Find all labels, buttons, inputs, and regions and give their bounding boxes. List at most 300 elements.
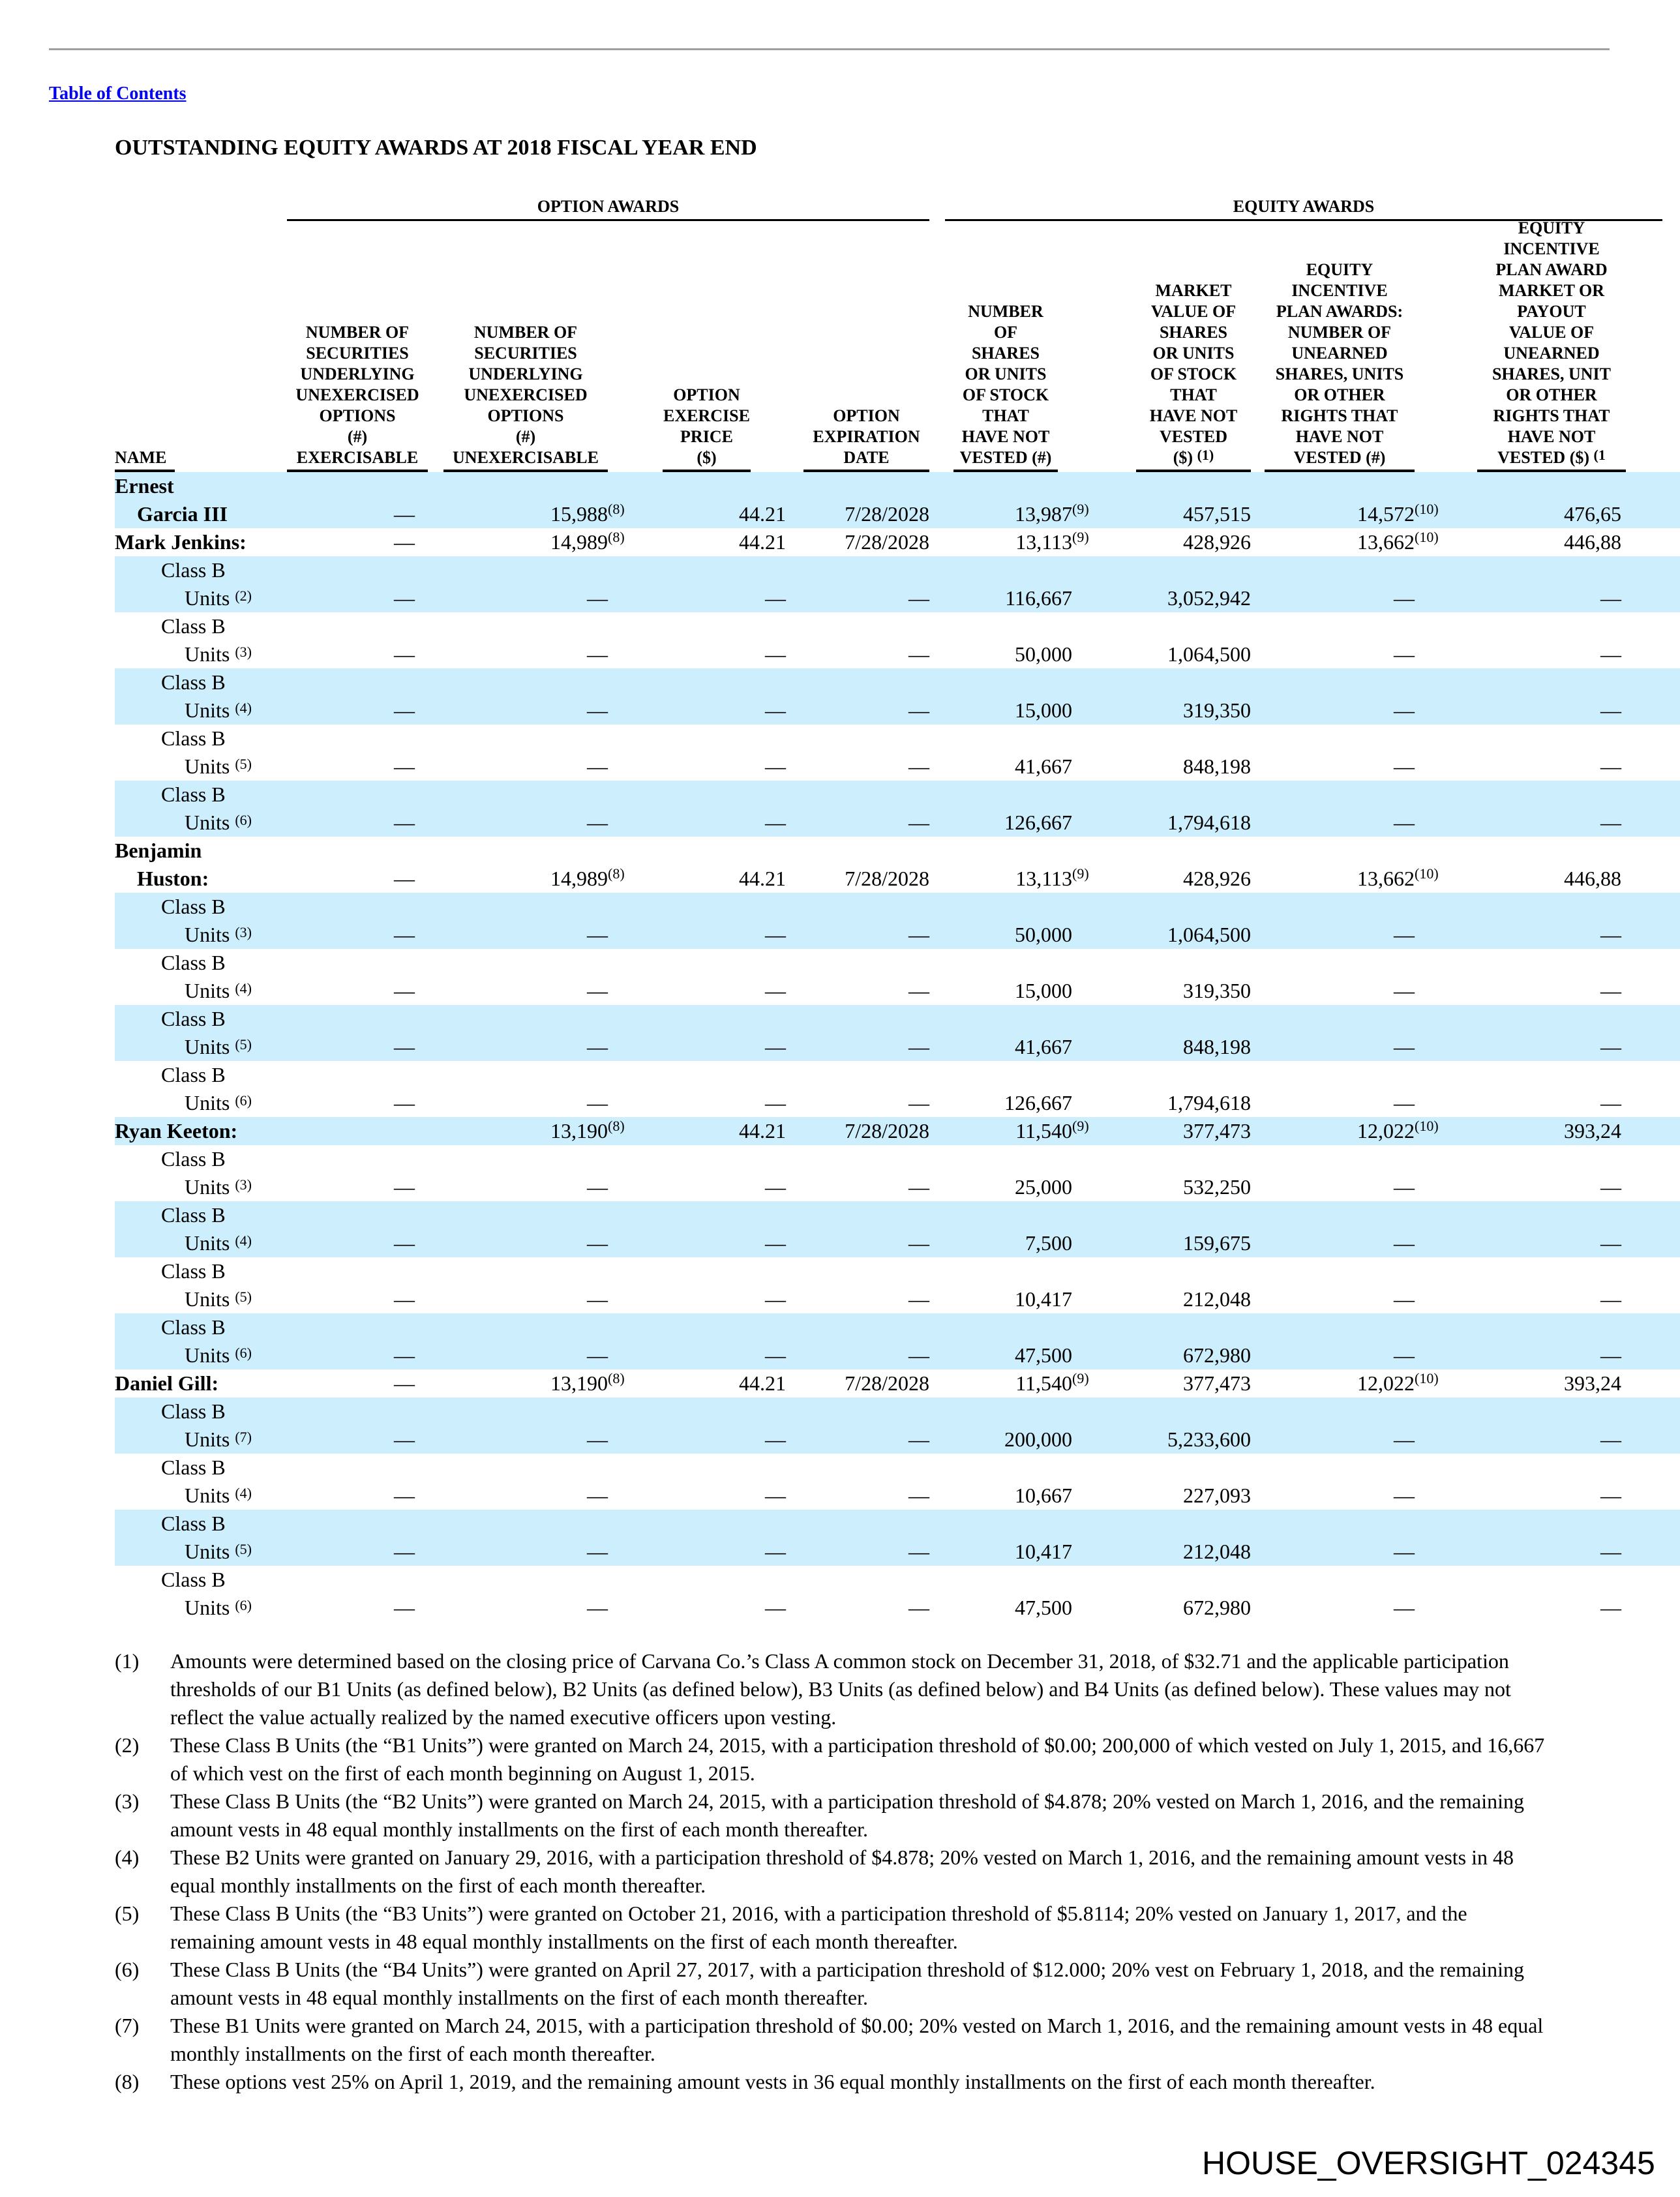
row-name-line: Units bbox=[185, 1091, 230, 1114]
footnote-ref: (9) bbox=[1072, 529, 1089, 545]
cell-col-8: 446,88 bbox=[1564, 867, 1621, 890]
column-header-label: NUMBER OF SHARES OR UNITS OF STOCK THAT HAVE NOT VESTED (#) bbox=[959, 302, 1052, 467]
row-name bbox=[115, 1257, 252, 1313]
row-name-line: Units bbox=[185, 979, 230, 1002]
cell-col-4: — bbox=[908, 923, 929, 946]
cell-col-8: — bbox=[1600, 1343, 1621, 1367]
cell-col-2: — bbox=[587, 1035, 608, 1058]
footnote bbox=[115, 1956, 1563, 2012]
footnote-text: These options vest 25% on April 1, 2019, and the remaining amount vests in 36 equal monthly installments on the first of each month thereafter. bbox=[170, 2070, 1375, 2093]
cell-col-5: 41,667 bbox=[1015, 755, 1072, 778]
cell-col-1: — bbox=[394, 1427, 415, 1451]
table-row bbox=[115, 725, 1680, 781]
row-name-line: Garcia III bbox=[137, 502, 228, 526]
cell-col-5: 13,113 bbox=[1015, 867, 1072, 890]
cell-col-8: 393,24 bbox=[1564, 1119, 1621, 1143]
cell-col-1: — bbox=[394, 923, 415, 946]
cell-col-6: 848,198 bbox=[1183, 1035, 1251, 1058]
cell-col-7: — bbox=[1394, 1091, 1415, 1114]
cell-col-7: — bbox=[1394, 1287, 1415, 1311]
footnote-number: (2) bbox=[115, 1733, 140, 1757]
footnote-text: These B2 Units were granted on January 29, 2016, with a participation threshold of $4.878; 20% vested on March 1, 2016, and the remaining amount vests in 48 equal monthly installments on the first of each month thereafter. bbox=[170, 1846, 1514, 1897]
cell-col-4: 7/28/2028 bbox=[845, 502, 929, 526]
cell-col-6: 159,675 bbox=[1183, 1231, 1251, 1255]
cell-col-1: — bbox=[394, 1231, 415, 1255]
column-header-label: EQUITY INCENTIVE PLAN AWARD MARKET OR PAYOUT VALUE OF UNEARNED SHARES, UNIT OR OTHER RIGHTS THAT HAVE NOT VESTED ($) bbox=[1492, 218, 1612, 467]
footnote-ref: (5) bbox=[235, 756, 252, 772]
row-name bbox=[115, 1313, 252, 1369]
cell-col-1: — bbox=[394, 1596, 415, 1619]
cell-col-7: — bbox=[1394, 923, 1415, 946]
row-name-line: Class B bbox=[161, 1259, 226, 1283]
row-name bbox=[115, 1117, 237, 1145]
footnote-text: These Class B Units (the “B4 Units”) were granted on April 27, 2017, with a participation threshold of $12.000; 20% vest on February 1, 2018, and the remaining amount vests in 48 equal monthly installments on the first of each month thereafter. bbox=[170, 1958, 1525, 2009]
cell-col-1: — bbox=[394, 1091, 415, 1114]
cell-col-1: — bbox=[394, 811, 415, 834]
footnote-ref: (9) bbox=[1072, 1118, 1089, 1134]
cell-col-8: — bbox=[1600, 586, 1621, 610]
footnote-ref: (9) bbox=[1072, 501, 1089, 517]
cell-col-5: 126,667 bbox=[1004, 811, 1072, 834]
column-header-label: OPTION EXERCISE PRICE ($) bbox=[663, 385, 750, 467]
footnote-text: These Class B Units (the “B3 Units”) were granted on October 21, 2016, with a participation threshold of $5.8114; 20% vested on January 1, 2017, and the remaining amount vests in 48 equal monthly installments on the first of each month thereafter. bbox=[170, 1902, 1467, 1953]
column-header-8 bbox=[1477, 218, 1626, 472]
cell-col-8: 446,88 bbox=[1564, 530, 1621, 554]
row-name-line: Class B bbox=[161, 1568, 226, 1591]
row-name-line: Huston: bbox=[137, 867, 209, 890]
column-header-label: OPTION EXPIRATION DATE bbox=[813, 406, 920, 467]
cell-col-2: — bbox=[587, 755, 608, 778]
cell-col-1: — bbox=[394, 1175, 415, 1199]
footnote-ref: (10) bbox=[1415, 529, 1439, 545]
footnote-number: (6) bbox=[115, 1958, 140, 1981]
cell-col-4: — bbox=[908, 698, 929, 722]
cell-col-2: — bbox=[587, 1596, 608, 1619]
row-name-line: Ernest bbox=[115, 474, 174, 498]
cell-col-8: — bbox=[1600, 1540, 1621, 1563]
cell-col-1: — bbox=[394, 698, 415, 722]
cell-col-3: — bbox=[765, 1091, 786, 1114]
cell-col-2: 13,190 bbox=[550, 1119, 608, 1143]
cell-col-2: — bbox=[587, 642, 608, 666]
row-name bbox=[115, 1397, 252, 1454]
footnote-text: These Class B Units (the “B2 Units”) were granted on March 24, 2015, with a participation threshold of $4.878; 20% vested on March 1, 2016, and the remaining amount vests in 48 equal monthly installments on the first of each month thereafter. bbox=[170, 1789, 1524, 1841]
cell-col-4: — bbox=[908, 586, 929, 610]
footnote-ref: (6) bbox=[235, 1597, 252, 1613]
table-row bbox=[115, 1510, 1680, 1566]
table-row bbox=[115, 1201, 1680, 1257]
cell-col-6: 319,350 bbox=[1183, 979, 1251, 1002]
cell-col-1: — bbox=[394, 1343, 415, 1367]
cell-col-5: 10,417 bbox=[1015, 1287, 1072, 1311]
cell-col-2: — bbox=[587, 1287, 608, 1311]
cell-col-4: 7/28/2028 bbox=[845, 867, 929, 890]
cell-col-2: — bbox=[587, 1484, 608, 1507]
cell-col-8: — bbox=[1600, 811, 1621, 834]
cell-col-5: 47,500 bbox=[1015, 1343, 1072, 1367]
row-name bbox=[115, 612, 252, 668]
row-name bbox=[115, 1566, 252, 1622]
column-header-0 bbox=[115, 447, 175, 472]
footnote-ref: (6) bbox=[235, 812, 252, 828]
footnote-number: (3) bbox=[115, 1789, 140, 1813]
cell-col-7: 12,022 bbox=[1357, 1119, 1415, 1143]
footnote-number: (7) bbox=[115, 2014, 140, 2037]
cell-col-6: 319,350 bbox=[1183, 698, 1251, 722]
cell-col-8: — bbox=[1600, 755, 1621, 778]
cell-col-7: — bbox=[1394, 1175, 1415, 1199]
cell-col-3: — bbox=[765, 1035, 786, 1058]
table-row bbox=[115, 668, 1680, 725]
cell-col-7: — bbox=[1394, 755, 1415, 778]
cell-col-4: — bbox=[908, 1343, 929, 1367]
cell-col-6: 212,048 bbox=[1183, 1540, 1251, 1563]
row-name-line: Units bbox=[185, 586, 230, 610]
cell-col-5: 126,667 bbox=[1004, 1091, 1072, 1114]
cell-col-1: — bbox=[394, 1484, 415, 1507]
cell-col-4: — bbox=[908, 1427, 929, 1451]
cell-col-7: 13,662 bbox=[1357, 530, 1415, 554]
footnote-ref: (9) bbox=[1072, 1370, 1089, 1386]
row-name-line: Class B bbox=[161, 614, 226, 638]
footnote-ref: (4) bbox=[235, 1233, 252, 1249]
cell-col-8: — bbox=[1600, 698, 1621, 722]
footnote-ref: (10) bbox=[1415, 865, 1439, 882]
cell-col-7: — bbox=[1394, 1035, 1415, 1058]
footnote bbox=[115, 1647, 1563, 1731]
cell-col-4: — bbox=[908, 1596, 929, 1619]
footnote-text: Amounts were determined based on the closing price of Carvana Co.’s Class A common stock on December 31, 2018, of $32.71 and the applicable participation thresholds of our B1 Units (as defined below), B2 Units (as defined below), B3 Units (as defined below) and B4 Units (as defined below). These values may not reflect the value actually realized by the named executive officers upon vesting. bbox=[170, 1649, 1511, 1729]
row-name-line: Units bbox=[185, 698, 230, 722]
footnote-text: These B1 Units were granted on March 24, 2015, with a participation threshold of $0.00; 20% vested on March 1, 2016, and the remaining amount vests in 48 equal monthly installments on the first of each month thereafter. bbox=[170, 2014, 1544, 2065]
cell-col-8: 393,24 bbox=[1564, 1371, 1621, 1395]
table-row bbox=[115, 1117, 1680, 1145]
table-row bbox=[115, 556, 1680, 612]
cell-col-6: 672,980 bbox=[1183, 1596, 1251, 1619]
cell-col-1: — bbox=[394, 530, 415, 554]
footnote bbox=[115, 1900, 1563, 1956]
footnote-number: (4) bbox=[115, 1846, 140, 1869]
row-name-line: Units bbox=[185, 923, 230, 946]
footnote-ref: (5) bbox=[235, 1289, 252, 1305]
row-name-line: Units bbox=[185, 1343, 230, 1367]
cell-col-3: — bbox=[765, 923, 786, 946]
row-name bbox=[115, 781, 252, 837]
column-header-label: NAME bbox=[115, 448, 167, 467]
cell-col-4: — bbox=[908, 1287, 929, 1311]
cell-col-4: — bbox=[908, 1035, 929, 1058]
table-row bbox=[115, 949, 1680, 1005]
row-name-line: Units bbox=[185, 811, 230, 834]
column-header-4 bbox=[803, 406, 929, 472]
cell-col-4: — bbox=[908, 1091, 929, 1114]
footnote-ref: (9) bbox=[1072, 865, 1089, 882]
row-name-line: Class B bbox=[161, 1512, 226, 1535]
cell-col-2: — bbox=[587, 586, 608, 610]
row-name bbox=[115, 528, 247, 556]
cell-col-6: 5,233,600 bbox=[1167, 1427, 1251, 1451]
cell-col-4: 7/28/2028 bbox=[845, 1119, 929, 1143]
footnote-ref: (5) bbox=[235, 1541, 252, 1557]
row-name bbox=[115, 837, 209, 893]
row-name bbox=[115, 1510, 252, 1566]
row-name-line: Class B bbox=[161, 1399, 226, 1423]
equity-awards-table bbox=[115, 189, 1621, 1624]
cell-col-5: 10,417 bbox=[1015, 1540, 1072, 1563]
table-row bbox=[115, 612, 1680, 668]
table-row bbox=[115, 1061, 1680, 1117]
cell-col-3: — bbox=[765, 698, 786, 722]
group-option-awards: OPTION AWARDS bbox=[287, 196, 929, 221]
column-header-2 bbox=[443, 322, 608, 472]
cell-col-6: 1,064,500 bbox=[1167, 642, 1251, 666]
cell-col-1: — bbox=[394, 642, 415, 666]
cell-col-5: 116,667 bbox=[1005, 586, 1072, 610]
table-row bbox=[115, 1369, 1680, 1397]
row-name-line: Class B bbox=[161, 895, 226, 918]
footnote-ref: (8) bbox=[608, 1370, 625, 1386]
cell-col-5: 50,000 bbox=[1015, 923, 1072, 946]
row-name bbox=[115, 668, 252, 725]
cell-col-5: 7,500 bbox=[1025, 1231, 1072, 1255]
row-name-line: Class B bbox=[161, 783, 226, 806]
cell-col-8: — bbox=[1600, 1596, 1621, 1619]
cell-col-3: — bbox=[765, 1287, 786, 1311]
cell-col-7: 13,662 bbox=[1357, 867, 1415, 890]
cell-col-8: — bbox=[1600, 979, 1621, 1002]
row-name-line: Units bbox=[185, 1175, 230, 1199]
cell-col-7: — bbox=[1394, 811, 1415, 834]
cell-col-2: — bbox=[587, 1175, 608, 1199]
row-name-line: Class B bbox=[161, 726, 226, 750]
bates-number: HOUSE_OVERSIGHT_024345 bbox=[1202, 2145, 1655, 2181]
cell-col-7: — bbox=[1394, 1596, 1415, 1619]
cell-col-2: — bbox=[587, 1540, 608, 1563]
row-name-line: Units bbox=[185, 1231, 230, 1255]
cell-col-6: 428,926 bbox=[1183, 867, 1251, 890]
table-row bbox=[115, 528, 1680, 556]
column-header-7 bbox=[1265, 260, 1415, 472]
table-row bbox=[115, 781, 1680, 837]
footnote-ref: (1) bbox=[1197, 447, 1214, 463]
row-name-line: Units bbox=[185, 1427, 230, 1451]
footnote-ref: (4) bbox=[235, 980, 252, 996]
cell-col-4: — bbox=[908, 755, 929, 778]
row-name-line: Class B bbox=[161, 558, 226, 582]
cell-col-5: 47,500 bbox=[1015, 1596, 1072, 1619]
footnote-ref: (10) bbox=[1415, 1370, 1439, 1386]
cell-col-5: 15,000 bbox=[1015, 979, 1072, 1002]
cell-col-6: 1,794,618 bbox=[1167, 1091, 1251, 1114]
column-header-label: MARKET VALUE OF SHARES OR UNITS OF STOCK THAT HAVE NOT VESTED ($) bbox=[1149, 281, 1238, 467]
table-of-contents-link[interactable]: Table of Contents bbox=[49, 83, 187, 104]
cell-col-8: — bbox=[1600, 1091, 1621, 1114]
row-name bbox=[115, 1369, 218, 1397]
table-body bbox=[115, 472, 1680, 1622]
cell-col-3: 44.21 bbox=[739, 1119, 786, 1143]
cell-col-5: 41,667 bbox=[1015, 1035, 1072, 1058]
cell-col-8: — bbox=[1600, 1427, 1621, 1451]
cell-col-3: — bbox=[765, 1231, 786, 1255]
cell-col-7: 14,572 bbox=[1357, 502, 1415, 526]
cell-col-6: 848,198 bbox=[1183, 755, 1251, 778]
cell-col-1: — bbox=[394, 1035, 415, 1058]
cell-col-4: 7/28/2028 bbox=[845, 530, 929, 554]
row-name-line: Ryan Keeton: bbox=[115, 1119, 238, 1143]
footnote-ref: (1 bbox=[1593, 447, 1606, 463]
cell-col-2: 14,989 bbox=[550, 530, 608, 554]
group-equity-awards: EQUITY AWARDS bbox=[945, 196, 1662, 221]
row-name-line: Class B bbox=[161, 1456, 226, 1479]
footnote-ref: (8) bbox=[608, 501, 625, 517]
row-name bbox=[115, 472, 228, 528]
cell-col-1: — bbox=[394, 867, 415, 890]
cell-col-6: 3,052,942 bbox=[1167, 586, 1251, 610]
table-row bbox=[115, 1566, 1680, 1622]
row-name-line: Daniel Gill: bbox=[115, 1371, 219, 1395]
row-name bbox=[115, 725, 252, 781]
footnote-ref: (3) bbox=[235, 924, 252, 940]
cell-col-7: — bbox=[1394, 1427, 1415, 1451]
row-name-line: Mark Jenkins: bbox=[115, 530, 247, 554]
row-name-line: Units bbox=[185, 1035, 230, 1058]
column-header-6 bbox=[1136, 280, 1251, 472]
table-row bbox=[115, 1397, 1680, 1454]
row-name-line: Units bbox=[185, 1287, 230, 1311]
row-name-line: Benjamin bbox=[115, 839, 202, 862]
footnote-number: (1) bbox=[115, 1649, 140, 1673]
cell-col-5: 13,113 bbox=[1015, 530, 1072, 554]
cell-col-6: 532,250 bbox=[1183, 1175, 1251, 1199]
cell-col-2: 15,988 bbox=[550, 502, 608, 526]
cell-col-2: — bbox=[587, 698, 608, 722]
cell-col-2: — bbox=[587, 1091, 608, 1114]
cell-col-7: — bbox=[1394, 1343, 1415, 1367]
row-name-line: Units bbox=[185, 1596, 230, 1619]
page-title: OUTSTANDING EQUITY AWARDS AT 2018 FISCAL YEAR END bbox=[115, 136, 757, 160]
row-name bbox=[115, 893, 252, 949]
cell-col-1: — bbox=[394, 1540, 415, 1563]
row-name-line: Class B bbox=[161, 1147, 226, 1171]
row-name bbox=[115, 556, 252, 612]
footnote-ref: (10) bbox=[1415, 1118, 1439, 1134]
cell-col-5: 11,540 bbox=[1015, 1119, 1072, 1143]
footnote-ref: (6) bbox=[235, 1345, 252, 1361]
cell-col-3: — bbox=[765, 979, 786, 1002]
cell-col-8: — bbox=[1600, 1484, 1621, 1507]
footnote-text: These Class B Units (the “B1 Units”) were granted on March 24, 2015, with a participation threshold of $0.00; 200,000 of which vested on July 1, 2015, and 16,667 of which vest on the first of each month beginning on August 1, 2015. bbox=[170, 1733, 1545, 1785]
cell-col-7: — bbox=[1394, 1484, 1415, 1507]
cell-col-3: 44.21 bbox=[739, 530, 786, 554]
cell-col-8: — bbox=[1600, 1035, 1621, 1058]
table-row bbox=[115, 1145, 1680, 1201]
cell-col-8: — bbox=[1600, 1287, 1621, 1311]
footnote-ref: (8) bbox=[608, 865, 625, 882]
cell-col-3: — bbox=[765, 1175, 786, 1199]
column-header-1 bbox=[287, 322, 428, 472]
cell-col-7: — bbox=[1394, 1231, 1415, 1255]
cell-col-1: — bbox=[394, 586, 415, 610]
cell-col-5: 50,000 bbox=[1015, 642, 1072, 666]
footnote-ref: (7) bbox=[235, 1429, 252, 1445]
footnote-ref: (10) bbox=[1415, 501, 1439, 517]
footnote-ref: (3) bbox=[235, 644, 252, 660]
row-name-line: Class B bbox=[161, 1203, 226, 1227]
cell-col-3: — bbox=[765, 1427, 786, 1451]
cell-col-6: 1,794,618 bbox=[1167, 811, 1251, 834]
cell-col-4: — bbox=[908, 1540, 929, 1563]
footnote-ref: (2) bbox=[235, 588, 252, 604]
table-row bbox=[115, 472, 1680, 528]
row-name bbox=[115, 1454, 252, 1510]
cell-col-3: — bbox=[765, 1343, 786, 1367]
cell-col-7: — bbox=[1394, 979, 1415, 1002]
row-name bbox=[115, 1145, 252, 1201]
row-name bbox=[115, 949, 252, 1005]
cell-col-3: — bbox=[765, 642, 786, 666]
footnote-ref: (6) bbox=[235, 1092, 252, 1109]
row-name-line: Class B bbox=[161, 1315, 226, 1339]
footnote-ref: (5) bbox=[235, 1036, 252, 1053]
row-name-line: Class B bbox=[161, 670, 226, 694]
row-name bbox=[115, 1061, 252, 1117]
row-name bbox=[115, 1005, 252, 1061]
cell-col-2: — bbox=[587, 923, 608, 946]
cell-col-6: 212,048 bbox=[1183, 1287, 1251, 1311]
footnote-ref: (8) bbox=[608, 1118, 625, 1134]
cell-col-1: — bbox=[394, 755, 415, 778]
footnote bbox=[115, 2068, 1563, 2096]
cell-col-8: — bbox=[1600, 1175, 1621, 1199]
cell-col-2: — bbox=[587, 979, 608, 1002]
footnote bbox=[115, 1731, 1563, 1787]
table-header bbox=[115, 189, 1680, 472]
column-header-label: EQUITY INCENTIVE PLAN AWARDS: NUMBER OF UNEARNED SHARES, UNITS OR OTHER RIGHTS THAT HAVE NOT VESTED (#) bbox=[1275, 260, 1404, 467]
cell-col-6: 1,064,500 bbox=[1167, 923, 1251, 946]
column-header-5 bbox=[953, 301, 1058, 472]
cell-col-4: 7/28/2028 bbox=[845, 1371, 929, 1395]
cell-col-7: 12,022 bbox=[1357, 1371, 1415, 1395]
cell-col-6: 672,980 bbox=[1183, 1343, 1251, 1367]
cell-col-3: — bbox=[765, 811, 786, 834]
row-name-line: Units bbox=[185, 755, 230, 778]
cell-col-6: 227,093 bbox=[1183, 1484, 1251, 1507]
cell-col-3: — bbox=[765, 1596, 786, 1619]
table-row bbox=[115, 1454, 1680, 1510]
cell-col-4: — bbox=[908, 811, 929, 834]
cell-col-6: 377,473 bbox=[1183, 1119, 1251, 1143]
footnote-number: (8) bbox=[115, 2070, 140, 2093]
row-name-line: Class B bbox=[161, 951, 226, 974]
column-header-label: NUMBER OF SECURITIES UNDERLYING UNEXERCISED OPTIONS (#) EXERCISABLE bbox=[295, 323, 419, 467]
row-name-line: Units bbox=[185, 1540, 230, 1563]
cell-col-3: 44.21 bbox=[739, 1371, 786, 1395]
cell-col-3: — bbox=[765, 755, 786, 778]
footnote bbox=[115, 1844, 1563, 1900]
cell-col-1: — bbox=[394, 502, 415, 526]
cell-col-8: 476,65 bbox=[1564, 502, 1621, 526]
cell-col-5: 15,000 bbox=[1015, 698, 1072, 722]
cell-col-2: — bbox=[587, 811, 608, 834]
footnote-ref: (4) bbox=[235, 1485, 252, 1501]
cell-col-2: — bbox=[587, 1231, 608, 1255]
table-row bbox=[115, 1005, 1680, 1061]
cell-col-2: 13,190 bbox=[550, 1371, 608, 1395]
cell-col-7: — bbox=[1394, 698, 1415, 722]
row-name-line: Units bbox=[185, 1484, 230, 1507]
row-name bbox=[115, 1201, 252, 1257]
cell-col-5: 10,667 bbox=[1015, 1484, 1072, 1507]
